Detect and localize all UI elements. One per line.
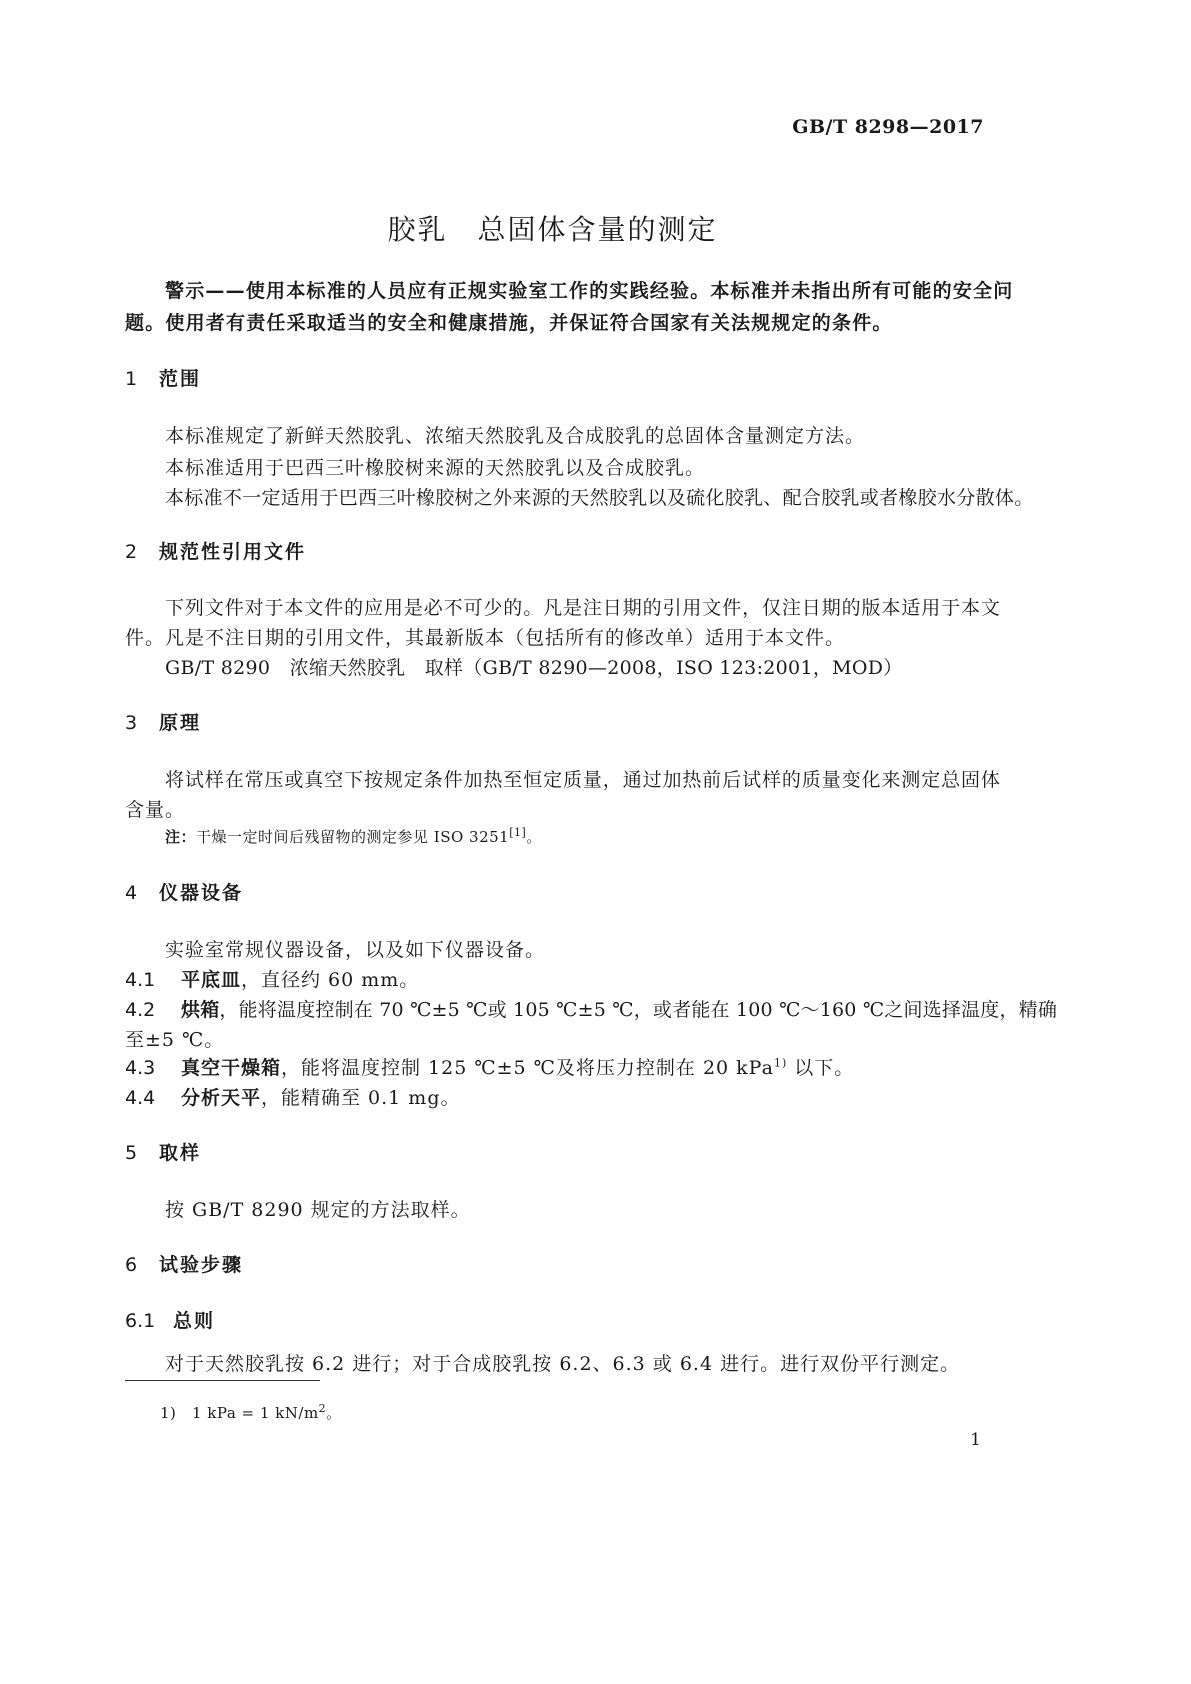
item-4-4-name: 分析天平 xyxy=(181,1087,262,1109)
section-3-paragraph-line-2: 含量。 xyxy=(125,799,186,821)
item-4-1-text: ，直径约 60 mm。 xyxy=(241,969,420,991)
footnote-end: 。 xyxy=(326,1404,342,1422)
section-2-paragraph-line-1: 下列文件对于本文件的应用是必不可少的。凡是注日期的引用文件，仅注日期的版本适用于本文 xyxy=(165,597,1001,619)
section-2-paragraph-line-2: 件。凡是不注日期的引用文件，其最新版本（包括所有的修改单）适用于本文件。 xyxy=(125,627,846,649)
section-5-title: 取样 xyxy=(159,1142,202,1164)
note-reference: [1] xyxy=(509,826,527,839)
item-4-3-name: 真空干燥箱 xyxy=(181,1057,282,1079)
page-number: 1 xyxy=(970,1430,981,1450)
section-5-heading xyxy=(125,1138,201,1165)
section-4-number: 4 xyxy=(125,882,138,904)
warning-label: 警示—— xyxy=(165,280,246,302)
section-2-reference: GB/T 8290 浓缩天然胶乳 取样（GB/T 8290—2008，ISO 123:2001，MOD） xyxy=(165,657,903,679)
item-4-2-continuation: 至±5 ℃。 xyxy=(125,1029,225,1051)
item-4-2-text: ，能将温度控制在 70 ℃±5 ℃或 105 ℃±5 ℃，或者能在 100 ℃～160 ℃之间选择温度，精确 xyxy=(219,999,1058,1021)
subsection-6-1-paragraph: 对于天然胶乳按 6.2 进行；对于合成胶乳按 6.2、6.3 或 6.4 进行。进行双份平行测定。 xyxy=(165,1353,961,1375)
item-4-1-number: 4.1 xyxy=(125,969,156,991)
section-1-paragraph-3: 本标准不一定适用于巴西三叶橡胶树之外来源的天然胶乳以及硫化胶乳、配合胶乳或者橡胶水分散体。 xyxy=(165,487,1034,509)
item-4-2-name: 烘箱 xyxy=(181,999,220,1021)
section-3-number: 3 xyxy=(125,712,138,734)
section-2-title: 规范性引用文件 xyxy=(159,541,307,563)
section-6-title: 试验步骤 xyxy=(159,1254,244,1276)
item-4-3-text: ，能将温度控制 125 ℃±5 ℃及将压力控制在 20 kPa xyxy=(281,1057,774,1079)
item-4-2-number: 4.2 xyxy=(125,999,156,1021)
document-title: 胶乳 总固体含量的测定 xyxy=(387,213,718,246)
section-3-note xyxy=(165,826,542,847)
section-2-heading xyxy=(125,537,306,564)
subsection-6-1-heading xyxy=(125,1306,215,1333)
section-6-heading xyxy=(125,1250,243,1277)
footnote xyxy=(160,1402,342,1423)
item-4-3-footnote-ref: 1) xyxy=(773,1056,788,1070)
section-3-title: 原理 xyxy=(159,712,202,734)
warning-text-1: 使用本标准的人员应有正规实验室工作的实践经验。本标准并未指出所有可能的安全问 xyxy=(245,280,1014,302)
standard-code: GB/T 8298—2017 xyxy=(792,116,984,138)
section-2-number: 2 xyxy=(125,541,138,563)
section-1-number: 1 xyxy=(125,368,138,390)
footnote-text: 1 kPa = 1 kN/m xyxy=(192,1404,319,1422)
subsection-6-1-number: 6.1 xyxy=(125,1310,156,1332)
note-end: 。 xyxy=(526,828,542,846)
section-4-title: 仪器设备 xyxy=(159,882,244,904)
warning-line-2: 题。使用者有责任采取适当的安全和健康措施，并保证符合国家有关法规规定的条件。 xyxy=(125,312,893,334)
section-5-paragraph: 按 GB/T 8290 规定的方法取样。 xyxy=(165,1199,471,1221)
note-text: 干燥一定时间后残留物的测定参见 ISO 3251 xyxy=(196,828,510,846)
item-4-4-text: ，能精确至 0.1 mg。 xyxy=(261,1087,461,1109)
section-4-heading xyxy=(125,878,243,905)
note-label: 注： xyxy=(165,828,197,846)
footnote-divider xyxy=(125,1380,320,1381)
item-4-2 xyxy=(125,994,1057,1026)
item-4-4-number: 4.4 xyxy=(125,1087,156,1109)
section-1-title: 范围 xyxy=(159,368,202,390)
section-5-number: 5 xyxy=(125,1142,138,1164)
section-1-paragraph-1: 本标准规定了新鲜天然胶乳、浓缩天然胶乳及合成胶乳的总固体含量测定方法。 xyxy=(165,425,866,447)
section-3-heading xyxy=(125,708,201,735)
section-1-paragraph-2: 本标准适用于巴西三叶橡胶树来源的天然胶乳以及合成胶乳。 xyxy=(165,457,706,479)
section-6-number: 6 xyxy=(125,1254,138,1276)
section-3-paragraph-line-1: 将试样在常压或真空下按规定条件加热至恒定质量，通过加热前后试样的质量变化来测定总固体 xyxy=(165,769,1001,791)
warning-line-1 xyxy=(165,276,1013,303)
item-4-3 xyxy=(125,1052,854,1084)
subsection-6-1-title: 总则 xyxy=(173,1310,216,1332)
section-4-intro: 实验室常规仪器设备，以及如下仪器设备。 xyxy=(165,939,546,961)
footnote-superscript: 2 xyxy=(318,1402,327,1415)
item-4-4 xyxy=(125,1082,461,1114)
item-4-3-after: 以下。 xyxy=(787,1057,855,1079)
item-4-3-number: 4.3 xyxy=(125,1057,156,1079)
footnote-marker: 1) xyxy=(160,1404,177,1422)
section-1-heading xyxy=(125,364,201,391)
item-4-1-name: 平底皿 xyxy=(181,969,242,991)
item-4-1 xyxy=(125,964,419,996)
